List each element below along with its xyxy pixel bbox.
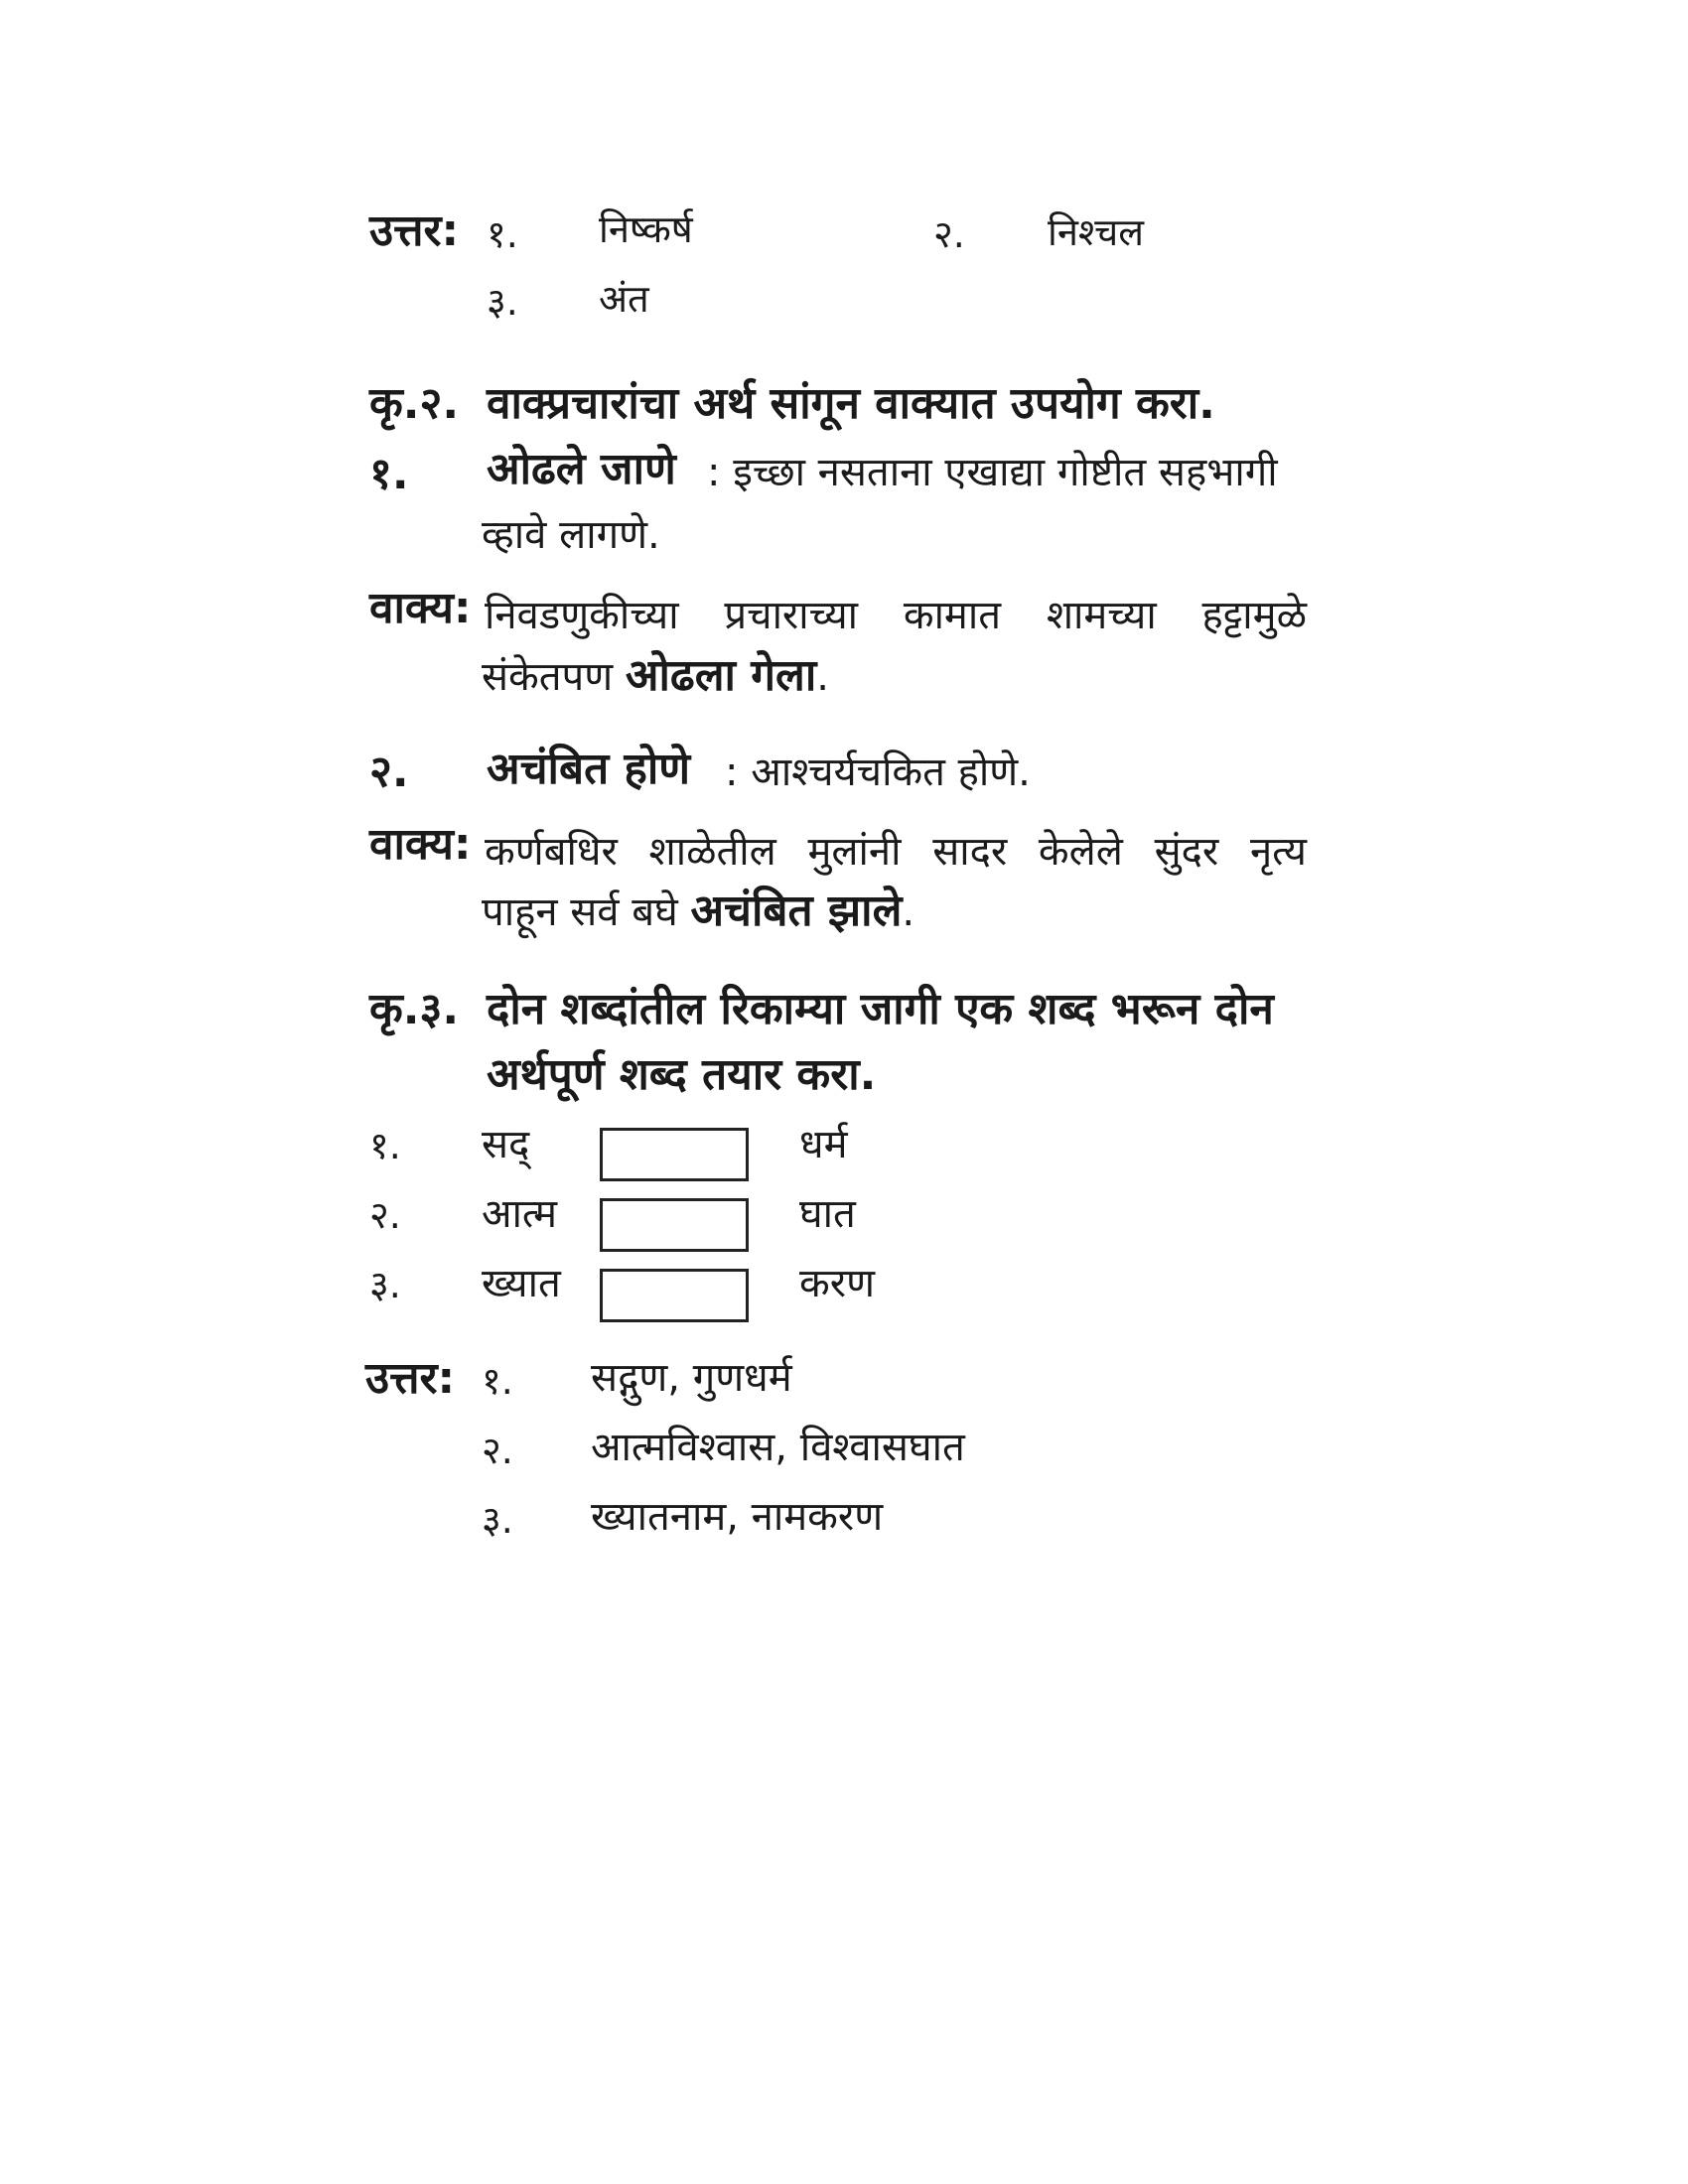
answer-label: उत्तर:: [369, 205, 460, 256]
sentence-word: सादर: [932, 829, 1008, 875]
question-number: कृ.२.: [369, 378, 460, 429]
example-sentence-line: [485, 586, 1307, 640]
word-suffix: धर्म: [799, 1122, 848, 1167]
sentence-text: .: [902, 889, 915, 935]
sentence-word: शाळेतील: [648, 829, 776, 875]
sentence-word: नृत्य: [1249, 829, 1307, 875]
sentence-word: मुलांनी: [807, 829, 902, 875]
word-suffix: घात: [799, 1191, 856, 1237]
sentence-text: .: [816, 654, 829, 700]
item-number: २.: [369, 747, 409, 797]
phrase: अचंबित होणे: [487, 744, 691, 794]
sentence-word: कर्णबधिर: [485, 829, 618, 875]
answer-item-text: ख्यातनाम, नामकरण: [591, 1494, 884, 1540]
word-prefix: सद्: [482, 1122, 530, 1167]
blank-box: [600, 1128, 749, 1181]
sentence-label: वाक्य:: [369, 583, 472, 633]
row-number: २.: [369, 1193, 401, 1237]
phrase-meaning: : आश्चर्यचकित होणे.: [725, 750, 1031, 795]
answer-item-number: २.: [482, 1429, 513, 1472]
answer-item-number: ३.: [487, 280, 518, 324]
word-prefix: ख्यात: [482, 1261, 561, 1306]
sentence-word: केलेले: [1038, 829, 1123, 875]
question-heading: दोन शब्दांतील रिकाम्या जागी एक शब्द भरून दोन: [487, 984, 1274, 1034]
answer-item-number: २.: [933, 212, 965, 256]
answer-item-text: निश्चल: [1048, 210, 1144, 254]
sentence-word: निवडणुकीच्या: [485, 593, 679, 638]
sentence-word: प्रचाराच्या: [724, 593, 859, 638]
highlighted-phrase: अचंबित झाले: [690, 886, 903, 936]
answer-item-number: ३.: [482, 1498, 513, 1542]
answer-item-text: सद्गुण, गुणधर्म: [591, 1355, 792, 1401]
answer-label: उत्तर:: [365, 1353, 456, 1404]
sentence-word: शामच्या: [1046, 593, 1157, 638]
example-sentence-line: [485, 822, 1307, 877]
word-prefix: आत्म: [482, 1191, 558, 1237]
highlighted-phrase: ओढला गेला: [625, 650, 817, 701]
question-heading-continued: अर्थपूर्ण शब्द तयार करा.: [487, 1049, 877, 1100]
answer-item-text: अंत: [599, 277, 649, 321]
example-sentence-line: [482, 651, 829, 702]
answer-item-number: १.: [487, 212, 518, 256]
word-suffix: करण: [799, 1261, 875, 1306]
answer-item-text: निष्कर्ष: [599, 207, 693, 251]
sentence-text: संकेतपण: [482, 654, 626, 700]
example-sentence-line: [482, 887, 914, 937]
row-number: १.: [369, 1124, 401, 1167]
blank-box: [600, 1198, 749, 1252]
sentence-text: पाहून सर्व बघे: [482, 889, 691, 935]
answer-item-text: आत्मविश्वास, विश्वासघात: [591, 1425, 965, 1470]
blank-box: [600, 1269, 749, 1322]
phrase-meaning-continued: व्हावे लागणे.: [482, 512, 660, 558]
question-heading: वाक्प्रचारांचा अर्थ सांगून वाक्यात उपयोग करा.: [487, 378, 1215, 429]
sentence-word: सुंदर: [1154, 829, 1219, 875]
question-number: कृ.३.: [369, 984, 460, 1034]
phrase-meaning: : इच्छा नसताना एखाद्या गोष्टीत सहभागी: [707, 450, 1278, 495]
sentence-word: कामात: [903, 593, 1002, 638]
answer-item-number: १.: [482, 1359, 513, 1403]
phrase: ओढले जाणे: [487, 444, 676, 494]
sentence-label: वाक्य:: [369, 819, 472, 870]
sentence-word: हट्टामुळे: [1201, 593, 1307, 638]
item-number: १.: [369, 449, 409, 499]
row-number: ३.: [369, 1263, 401, 1306]
